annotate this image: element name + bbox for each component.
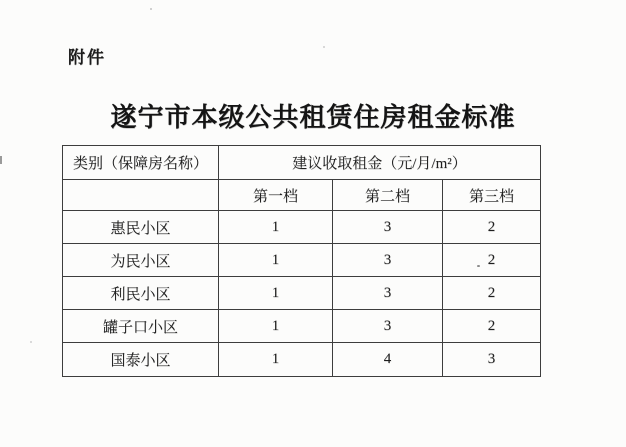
tier-2-header-cell: 第二档 bbox=[333, 180, 443, 211]
community-name-cell: 惠民小区 bbox=[63, 211, 219, 244]
tier-2-value-cell: 3 bbox=[333, 244, 443, 277]
tier-3-value-cell: 2 bbox=[443, 244, 541, 277]
community-name-cell: 罐子口小区 bbox=[63, 310, 219, 343]
table-row bbox=[63, 277, 541, 310]
tier-2-value-cell: 3 bbox=[333, 277, 443, 310]
rent-standards-table bbox=[62, 145, 541, 377]
tier-1-value-cell: 1 bbox=[219, 277, 333, 310]
community-name-cell: 国泰小区 bbox=[63, 343, 219, 377]
tier-1-value-cell: 1 bbox=[219, 244, 333, 277]
page-title: 遂宁市本级公共租赁住房租金标准 bbox=[110, 103, 516, 132]
scan-speck bbox=[30, 341, 32, 343]
empty-header-cell bbox=[63, 180, 219, 211]
community-name-cell: 为民小区 bbox=[63, 244, 219, 277]
tier-1-value-cell: 1 bbox=[219, 310, 333, 343]
tier-1-header-cell: 第一档 bbox=[219, 180, 333, 211]
community-name-cell: 利民小区 bbox=[63, 277, 219, 310]
tier-3-value-cell: 2 bbox=[443, 277, 541, 310]
table-row bbox=[63, 211, 541, 244]
tier-3-value-cell: 2 bbox=[443, 310, 541, 343]
category-header-cell: 类别（保障房名称） bbox=[63, 146, 219, 180]
tier-2-value-cell: 3 bbox=[333, 310, 443, 343]
attachment-label: 附件 bbox=[68, 48, 106, 67]
rent-group-header-cell: 建议收取租金（元/月/m²） bbox=[219, 146, 541, 180]
tier-2-value-cell: 4 bbox=[333, 343, 443, 377]
table-header-row-tiers bbox=[63, 180, 541, 211]
tier-2-value-cell: 3 bbox=[333, 211, 443, 244]
tier-3-value-cell: 2 bbox=[443, 211, 541, 244]
scan-speck bbox=[323, 46, 325, 48]
table-header-row-primary bbox=[63, 146, 541, 180]
table-row bbox=[63, 310, 541, 343]
scan-speck bbox=[150, 8, 152, 10]
tier-3-value-cell: 3 bbox=[443, 343, 541, 377]
tier-1-value-cell: 1 bbox=[219, 343, 333, 377]
table-row bbox=[63, 244, 541, 277]
tier-3-header-cell: 第三档 bbox=[443, 180, 541, 211]
tier-1-value-cell: 1 bbox=[219, 211, 333, 244]
scan-speck bbox=[477, 265, 480, 267]
scan-speck bbox=[0, 156, 2, 164]
table-row bbox=[63, 343, 541, 377]
